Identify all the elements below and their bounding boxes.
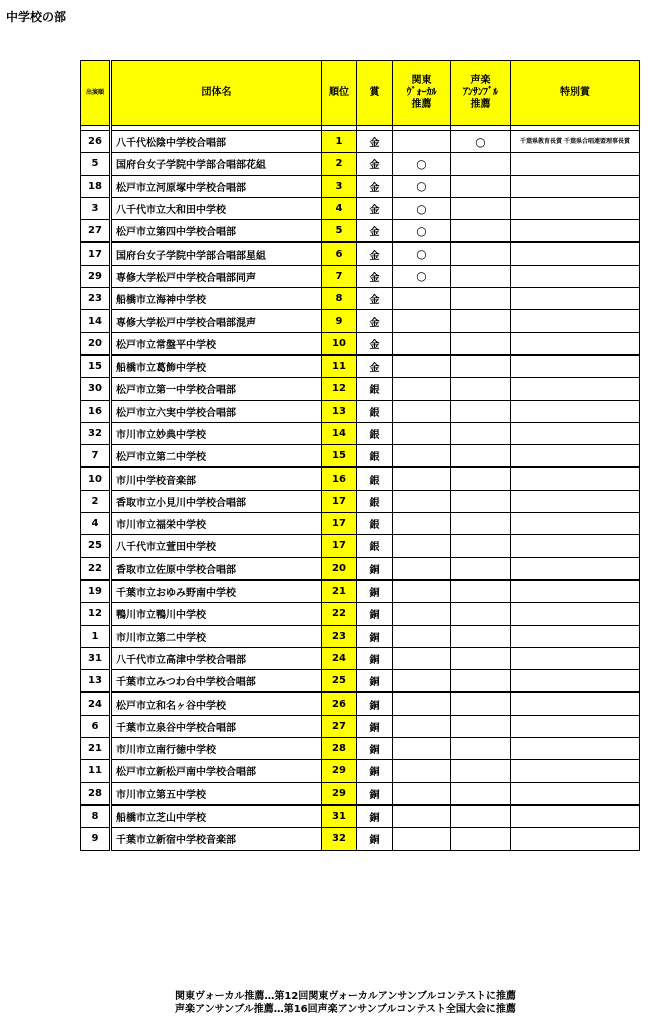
cell-seigaku-ensemble bbox=[451, 715, 511, 737]
cell-seigaku-ensemble bbox=[451, 828, 511, 850]
cell-seigaku-ensemble bbox=[451, 153, 511, 175]
cell-group-name: 千葉市立みつわ台中学校合唱部 bbox=[111, 670, 322, 693]
cell-kanto-vocal bbox=[393, 131, 451, 153]
cell-special-award bbox=[511, 378, 640, 400]
cell-seigaku-ensemble bbox=[451, 197, 511, 219]
cell-group-name: 松戸市立第一中学校合唱部 bbox=[111, 378, 322, 400]
table-row bbox=[81, 513, 640, 535]
cell-special-award bbox=[511, 445, 640, 468]
cell-award: 銅 bbox=[357, 782, 393, 805]
cell-special-award bbox=[511, 828, 640, 850]
cell-special-award bbox=[511, 603, 640, 625]
cell-award: 金 bbox=[357, 310, 393, 332]
cell-performance-order: 25 bbox=[81, 535, 111, 557]
table-row bbox=[81, 400, 640, 422]
cell-kanto-vocal bbox=[393, 603, 451, 625]
cell-award: 銅 bbox=[357, 738, 393, 760]
table-row bbox=[81, 760, 640, 782]
cell-rank: 32 bbox=[322, 828, 357, 850]
table-body bbox=[81, 126, 640, 851]
cell-performance-order: 9 bbox=[81, 828, 111, 850]
cell-kanto-vocal bbox=[393, 670, 451, 693]
cell-special-award bbox=[511, 153, 640, 175]
table-row bbox=[81, 625, 640, 647]
cell-award: 金 bbox=[357, 242, 393, 265]
cell-seigaku-ensemble bbox=[451, 782, 511, 805]
cell-group-name: 松戸市立和名ヶ谷中学校 bbox=[111, 692, 322, 715]
cell-group-name: 香取市立小見川中学校合唱部 bbox=[111, 490, 322, 512]
cell-performance-order: 27 bbox=[81, 220, 111, 243]
cell-special-award bbox=[511, 513, 640, 535]
table-row bbox=[81, 738, 640, 760]
cell-award: 銀 bbox=[357, 467, 393, 490]
cell-special-award bbox=[511, 310, 640, 332]
table-row bbox=[81, 805, 640, 828]
cell-performance-order: 32 bbox=[81, 422, 111, 444]
cell-award: 金 bbox=[357, 197, 393, 219]
cell-seigaku-ensemble bbox=[451, 692, 511, 715]
header-award: 賞 bbox=[357, 61, 393, 126]
cell-performance-order: 16 bbox=[81, 400, 111, 422]
cell-performance-order: 24 bbox=[81, 692, 111, 715]
cell-group-name: 松戸市立第二中学校 bbox=[111, 445, 322, 468]
cell-rank: 21 bbox=[322, 580, 357, 603]
cell-group-name: 船橋市立海神中学校 bbox=[111, 288, 322, 310]
cell-kanto-vocal: ○ bbox=[393, 197, 451, 219]
cell-group-name: 松戸市立新松戸南中学校合唱部 bbox=[111, 760, 322, 782]
cell-performance-order: 18 bbox=[81, 175, 111, 197]
cell-performance-order: 6 bbox=[81, 715, 111, 737]
cell-special-award: 千葉県教育長賞 千葉県合唱連盟理事長賞 bbox=[511, 131, 640, 153]
table-row bbox=[81, 175, 640, 197]
cell-award: 金 bbox=[357, 332, 393, 355]
cell-award: 銅 bbox=[357, 828, 393, 850]
cell-performance-order: 17 bbox=[81, 242, 111, 265]
cell-special-award bbox=[511, 580, 640, 603]
cell-group-name: 松戸市立六実中学校合唱部 bbox=[111, 400, 322, 422]
cell-rank: 3 bbox=[322, 175, 357, 197]
cell-rank: 11 bbox=[322, 355, 357, 378]
cell-kanto-vocal bbox=[393, 738, 451, 760]
cell-performance-order: 13 bbox=[81, 670, 111, 693]
cell-performance-order: 21 bbox=[81, 738, 111, 760]
cell-rank: 9 bbox=[322, 310, 357, 332]
cell-seigaku-ensemble bbox=[451, 625, 511, 647]
cell-performance-order: 7 bbox=[81, 445, 111, 468]
cell-performance-order: 8 bbox=[81, 805, 111, 828]
cell-group-name: 香取市立佐原中学校合唱部 bbox=[111, 557, 322, 580]
cell-kanto-vocal bbox=[393, 828, 451, 850]
cell-award: 銅 bbox=[357, 805, 393, 828]
table-row bbox=[81, 242, 640, 265]
table-row bbox=[81, 445, 640, 468]
cell-special-award bbox=[511, 242, 640, 265]
cell-rank: 22 bbox=[322, 603, 357, 625]
cell-kanto-vocal bbox=[393, 692, 451, 715]
cell-seigaku-ensemble: ○ bbox=[451, 131, 511, 153]
cell-seigaku-ensemble bbox=[451, 670, 511, 693]
table-row bbox=[81, 265, 640, 287]
cell-rank: 24 bbox=[322, 647, 357, 669]
cell-rank: 26 bbox=[322, 692, 357, 715]
table-row bbox=[81, 288, 640, 310]
cell-group-name: 国府台女子学院中学部合唱部星組 bbox=[111, 242, 322, 265]
footer-note-kanto: 関東ヴォーカル推薦…第12回関東ヴォーカルアンサンブルコンテストに推薦 bbox=[175, 991, 517, 1002]
cell-special-award bbox=[511, 805, 640, 828]
cell-group-name: 松戸市立常盤平中学校 bbox=[111, 332, 322, 355]
cell-award: 銀 bbox=[357, 445, 393, 468]
header-performance-order: 出演順 bbox=[81, 61, 111, 126]
cell-rank: 2 bbox=[322, 153, 357, 175]
table-row bbox=[81, 355, 640, 378]
cell-special-award bbox=[511, 692, 640, 715]
cell-award: 銀 bbox=[357, 535, 393, 557]
cell-seigaku-ensemble bbox=[451, 400, 511, 422]
cell-kanto-vocal bbox=[393, 647, 451, 669]
cell-performance-order: 15 bbox=[81, 355, 111, 378]
table-row bbox=[81, 828, 640, 850]
cell-rank: 7 bbox=[322, 265, 357, 287]
cell-special-award bbox=[511, 265, 640, 287]
cell-group-name: 八千代市立大和田中学校 bbox=[111, 197, 322, 219]
cell-performance-order: 4 bbox=[81, 513, 111, 535]
cell-group-name: 千葉市立おゆみ野南中学校 bbox=[111, 580, 322, 603]
cell-award: 銀 bbox=[357, 378, 393, 400]
cell-special-award bbox=[511, 490, 640, 512]
cell-performance-order: 20 bbox=[81, 332, 111, 355]
cell-performance-order: 5 bbox=[81, 153, 111, 175]
cell-rank: 1 bbox=[322, 131, 357, 153]
cell-seigaku-ensemble bbox=[451, 332, 511, 355]
cell-award: 銀 bbox=[357, 513, 393, 535]
cell-kanto-vocal bbox=[393, 288, 451, 310]
cell-kanto-vocal: ○ bbox=[393, 265, 451, 287]
cell-kanto-vocal bbox=[393, 310, 451, 332]
cell-kanto-vocal bbox=[393, 467, 451, 490]
cell-group-name: 松戸市立河原塚中学校合唱部 bbox=[111, 175, 322, 197]
cell-group-name: 鴨川市立鴨川中学校 bbox=[111, 603, 322, 625]
cell-special-award bbox=[511, 175, 640, 197]
cell-performance-order: 28 bbox=[81, 782, 111, 805]
cell-seigaku-ensemble bbox=[451, 603, 511, 625]
cell-seigaku-ensemble bbox=[451, 805, 511, 828]
footer-notes bbox=[175, 990, 516, 1016]
cell-group-name: 八千代市立高津中学校合唱部 bbox=[111, 647, 322, 669]
cell-kanto-vocal: ○ bbox=[393, 175, 451, 197]
cell-group-name: 市川市立福栄中学校 bbox=[111, 513, 322, 535]
cell-kanto-vocal bbox=[393, 760, 451, 782]
cell-award: 金 bbox=[357, 131, 393, 153]
cell-seigaku-ensemble bbox=[451, 355, 511, 378]
table-row bbox=[81, 490, 640, 512]
cell-special-award bbox=[511, 625, 640, 647]
cell-award: 銅 bbox=[357, 580, 393, 603]
cell-rank: 16 bbox=[322, 467, 357, 490]
cell-group-name: 市川市立妙典中学校 bbox=[111, 422, 322, 444]
cell-group-name: 八千代松陰中学校合唱部 bbox=[111, 131, 322, 153]
cell-group-name: 市川市立第五中学校 bbox=[111, 782, 322, 805]
cell-seigaku-ensemble bbox=[451, 445, 511, 468]
cell-rank: 6 bbox=[322, 242, 357, 265]
table-row bbox=[81, 378, 640, 400]
cell-performance-order: 11 bbox=[81, 760, 111, 782]
cell-seigaku-ensemble bbox=[451, 220, 511, 243]
table-row bbox=[81, 332, 640, 355]
cell-group-name: 八千代市立萱田中学校 bbox=[111, 535, 322, 557]
cell-group-name: 松戸市立第四中学校合唱部 bbox=[111, 220, 322, 243]
cell-award: 銀 bbox=[357, 490, 393, 512]
cell-special-award bbox=[511, 782, 640, 805]
cell-award: 銅 bbox=[357, 760, 393, 782]
cell-special-award bbox=[511, 715, 640, 737]
cell-rank: 31 bbox=[322, 805, 357, 828]
cell-special-award bbox=[511, 197, 640, 219]
table-row bbox=[81, 197, 640, 219]
cell-group-name: 専修大学松戸中学校合唱部混声 bbox=[111, 310, 322, 332]
cell-group-name: 千葉市立泉谷中学校合唱部 bbox=[111, 715, 322, 737]
cell-award: 金 bbox=[357, 175, 393, 197]
cell-special-award bbox=[511, 467, 640, 490]
cell-kanto-vocal bbox=[393, 445, 451, 468]
cell-special-award bbox=[511, 288, 640, 310]
footer-note-seigaku: 声楽アンサンブル推薦…第16回声楽アンサンブルコンテスト全国大会に推薦 bbox=[175, 1004, 516, 1015]
table-header-row bbox=[81, 61, 640, 126]
cell-group-name: 船橋市立葛飾中学校 bbox=[111, 355, 322, 378]
cell-rank: 15 bbox=[322, 445, 357, 468]
table-row bbox=[81, 580, 640, 603]
cell-group-name: 市川市立南行徳中学校 bbox=[111, 738, 322, 760]
cell-rank: 25 bbox=[322, 670, 357, 693]
cell-kanto-vocal: ○ bbox=[393, 242, 451, 265]
cell-award: 銅 bbox=[357, 670, 393, 693]
cell-group-name: 市川中学校音楽部 bbox=[111, 467, 322, 490]
cell-award: 銅 bbox=[357, 647, 393, 669]
cell-rank: 29 bbox=[322, 760, 357, 782]
table-row bbox=[81, 782, 640, 805]
cell-seigaku-ensemble bbox=[451, 535, 511, 557]
cell-kanto-vocal: ○ bbox=[393, 153, 451, 175]
cell-seigaku-ensemble bbox=[451, 310, 511, 332]
table-row bbox=[81, 603, 640, 625]
cell-rank: 27 bbox=[322, 715, 357, 737]
table-row bbox=[81, 535, 640, 557]
cell-kanto-vocal bbox=[393, 782, 451, 805]
cell-rank: 13 bbox=[322, 400, 357, 422]
cell-seigaku-ensemble bbox=[451, 557, 511, 580]
cell-special-award bbox=[511, 535, 640, 557]
cell-group-name: 専修大学松戸中学校合唱部同声 bbox=[111, 265, 322, 287]
header-rank: 順位 bbox=[322, 61, 357, 126]
cell-kanto-vocal bbox=[393, 378, 451, 400]
cell-special-award bbox=[511, 760, 640, 782]
table-row bbox=[81, 422, 640, 444]
results-table bbox=[80, 60, 640, 851]
cell-kanto-vocal bbox=[393, 422, 451, 444]
cell-performance-order: 2 bbox=[81, 490, 111, 512]
cell-performance-order: 22 bbox=[81, 557, 111, 580]
cell-seigaku-ensemble bbox=[451, 738, 511, 760]
cell-seigaku-ensemble bbox=[451, 242, 511, 265]
cell-award: 金 bbox=[357, 355, 393, 378]
cell-seigaku-ensemble bbox=[451, 490, 511, 512]
cell-performance-order: 29 bbox=[81, 265, 111, 287]
cell-rank: 17 bbox=[322, 535, 357, 557]
cell-seigaku-ensemble bbox=[451, 422, 511, 444]
cell-seigaku-ensemble bbox=[451, 288, 511, 310]
cell-award: 銅 bbox=[357, 557, 393, 580]
cell-rank: 5 bbox=[322, 220, 357, 243]
cell-rank: 28 bbox=[322, 738, 357, 760]
cell-special-award bbox=[511, 332, 640, 355]
cell-kanto-vocal: ○ bbox=[393, 220, 451, 243]
header-kanto-vocal: 関東 ｳﾞｫｰｶﾙ 推薦 bbox=[393, 61, 451, 126]
cell-award: 金 bbox=[357, 153, 393, 175]
table-row bbox=[81, 692, 640, 715]
cell-special-award bbox=[511, 422, 640, 444]
table-row bbox=[81, 310, 640, 332]
table-row bbox=[81, 467, 640, 490]
table-row bbox=[81, 647, 640, 669]
table-row bbox=[81, 670, 640, 693]
table-row bbox=[81, 557, 640, 580]
cell-kanto-vocal bbox=[393, 490, 451, 512]
cell-kanto-vocal bbox=[393, 332, 451, 355]
cell-kanto-vocal bbox=[393, 400, 451, 422]
cell-award: 銀 bbox=[357, 400, 393, 422]
cell-group-name: 市川市立第二中学校 bbox=[111, 625, 322, 647]
cell-special-award bbox=[511, 738, 640, 760]
cell-award: 金 bbox=[357, 265, 393, 287]
cell-performance-order: 14 bbox=[81, 310, 111, 332]
cell-rank: 14 bbox=[322, 422, 357, 444]
cell-group-name: 船橋市立芝山中学校 bbox=[111, 805, 322, 828]
cell-performance-order: 31 bbox=[81, 647, 111, 669]
table-row bbox=[81, 715, 640, 737]
cell-kanto-vocal bbox=[393, 513, 451, 535]
cell-rank: 10 bbox=[322, 332, 357, 355]
table-row bbox=[81, 153, 640, 175]
cell-rank: 12 bbox=[322, 378, 357, 400]
cell-rank: 4 bbox=[322, 197, 357, 219]
cell-rank: 29 bbox=[322, 782, 357, 805]
cell-award: 銅 bbox=[357, 625, 393, 647]
cell-special-award bbox=[511, 355, 640, 378]
cell-rank: 8 bbox=[322, 288, 357, 310]
table-row bbox=[81, 220, 640, 243]
cell-kanto-vocal bbox=[393, 805, 451, 828]
cell-seigaku-ensemble bbox=[451, 513, 511, 535]
cell-performance-order: 12 bbox=[81, 603, 111, 625]
page-title: 中学校の部 bbox=[6, 10, 67, 24]
cell-kanto-vocal bbox=[393, 625, 451, 647]
cell-performance-order: 3 bbox=[81, 197, 111, 219]
cell-award: 銀 bbox=[357, 422, 393, 444]
cell-special-award bbox=[511, 647, 640, 669]
cell-rank: 20 bbox=[322, 557, 357, 580]
cell-kanto-vocal bbox=[393, 715, 451, 737]
cell-kanto-vocal bbox=[393, 580, 451, 603]
header-seigaku-ensemble: 声楽 ｱﾝｻﾝﾌﾞﾙ 推薦 bbox=[451, 61, 511, 126]
cell-seigaku-ensemble bbox=[451, 467, 511, 490]
cell-rank: 17 bbox=[322, 490, 357, 512]
cell-special-award bbox=[511, 557, 640, 580]
cell-performance-order: 23 bbox=[81, 288, 111, 310]
cell-award: 金 bbox=[357, 220, 393, 243]
cell-seigaku-ensemble bbox=[451, 175, 511, 197]
cell-seigaku-ensemble bbox=[451, 265, 511, 287]
cell-performance-order: 26 bbox=[81, 131, 111, 153]
cell-award: 銅 bbox=[357, 692, 393, 715]
cell-special-award bbox=[511, 400, 640, 422]
cell-seigaku-ensemble bbox=[451, 760, 511, 782]
header-special-award: 特別賞 bbox=[511, 61, 640, 126]
cell-kanto-vocal bbox=[393, 355, 451, 378]
cell-performance-order: 19 bbox=[81, 580, 111, 603]
cell-award: 金 bbox=[357, 288, 393, 310]
header-group-name: 団体名 bbox=[111, 61, 322, 126]
cell-special-award bbox=[511, 220, 640, 243]
cell-group-name: 千葉市立新宿中学校音楽部 bbox=[111, 828, 322, 850]
cell-performance-order: 10 bbox=[81, 467, 111, 490]
cell-rank: 23 bbox=[322, 625, 357, 647]
cell-rank: 17 bbox=[322, 513, 357, 535]
cell-kanto-vocal bbox=[393, 535, 451, 557]
cell-special-award bbox=[511, 670, 640, 693]
cell-kanto-vocal bbox=[393, 557, 451, 580]
cell-performance-order: 1 bbox=[81, 625, 111, 647]
table-row bbox=[81, 131, 640, 153]
cell-award: 銅 bbox=[357, 715, 393, 737]
cell-performance-order: 30 bbox=[81, 378, 111, 400]
cell-group-name: 国府台女子学院中学部合唱部花組 bbox=[111, 153, 322, 175]
cell-seigaku-ensemble bbox=[451, 647, 511, 669]
cell-seigaku-ensemble bbox=[451, 580, 511, 603]
cell-award: 銅 bbox=[357, 603, 393, 625]
cell-seigaku-ensemble bbox=[451, 378, 511, 400]
